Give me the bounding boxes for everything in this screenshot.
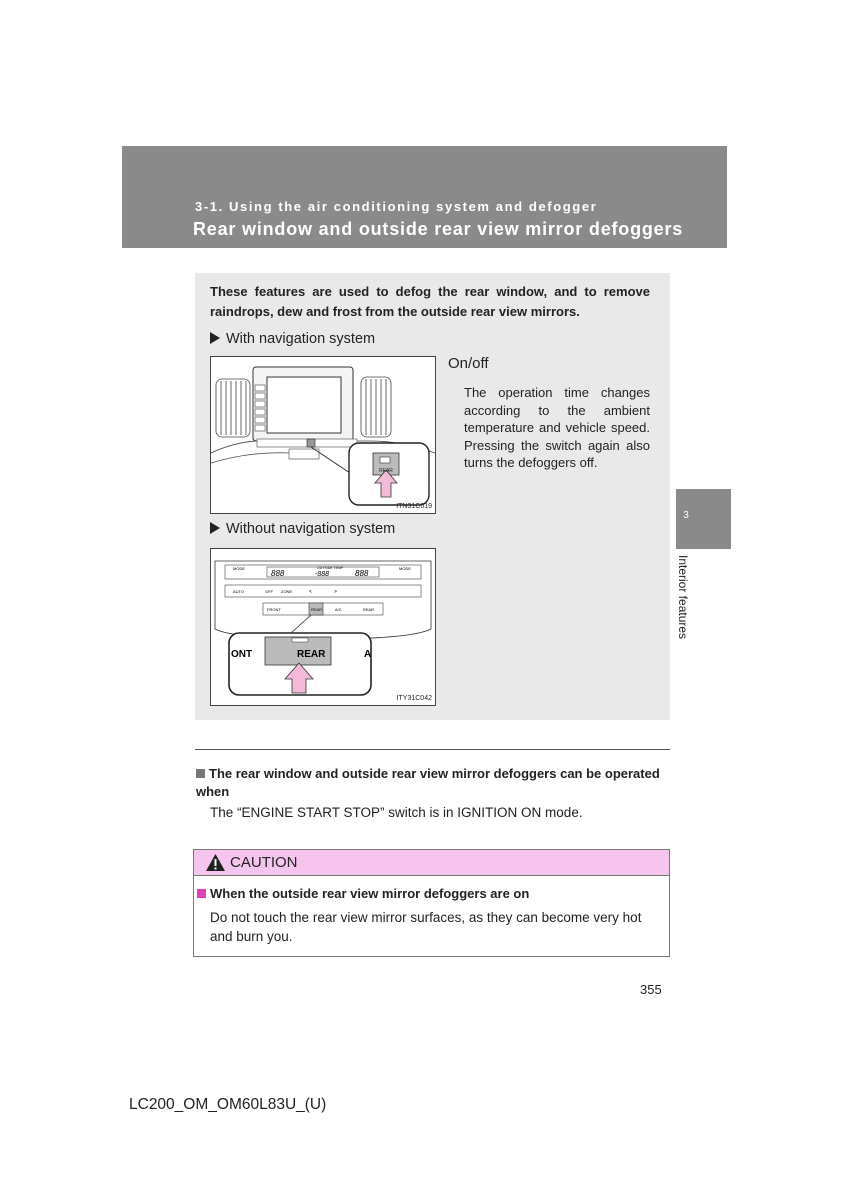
callout-title: On/off (448, 355, 489, 372)
section-label: 3-1. Using the air conditioning system and defogger (195, 199, 598, 214)
caution-heading: When the outside rear view mirror defoggers are on (197, 886, 529, 901)
triangle-bullet-icon (210, 522, 220, 534)
figure-no-nav-system (210, 548, 436, 706)
divider (195, 749, 670, 750)
note-title: The rear window and outside rear view mirror defoggers can be operated when (196, 766, 660, 799)
variant-heading-nav (210, 331, 375, 347)
zoom-rear-label: REAR (297, 649, 326, 660)
warning-icon (205, 853, 226, 872)
intro-text: These features are used to defog the rear window, and to remove raindrops, dew and frost from the outside rear view mirrors. (210, 284, 650, 319)
caution-body: Do not touch the rear view mirror surfaces, as they can become very hot and burn you. (210, 910, 642, 944)
svg-text:OFF: OFF (265, 589, 273, 594)
variant-heading-no-nav (210, 521, 395, 537)
zoom-right-label: A (364, 649, 372, 660)
svg-text:FRONT: FRONT (267, 607, 281, 612)
figure-code: ITN31C019 (396, 503, 432, 510)
figure-nav-system (210, 356, 436, 514)
svg-text:MODE: MODE (233, 566, 245, 571)
svg-text:OUTSIDE TEMP: OUTSIDE TEMP (317, 566, 344, 570)
nav-console-illustration (211, 357, 435, 513)
callout-description: The operation time changes according to the ambient temperature and vehicle speed. Pressing the switch again also turns the defoggers off. (464, 385, 650, 470)
figure-code: ITY31C042 (396, 695, 432, 702)
svg-text:ZONE: ZONE (281, 589, 293, 594)
variant-label: With navigation system (226, 331, 376, 347)
svg-text:>: > (334, 589, 337, 595)
variant-label: Without navigation system (226, 521, 396, 537)
rear-button-label: REAR (379, 468, 393, 474)
svg-text:AUTO: AUTO (233, 589, 245, 594)
chapter-label: Interior features (676, 555, 690, 640)
page-title: Rear window and outside rear view mirror defoggers (193, 219, 684, 239)
caution-label: CAUTION (230, 854, 298, 871)
zoom-left-label: ONT (231, 649, 253, 660)
svg-text:888: 888 (271, 569, 285, 578)
chapter-number: 3 (683, 510, 689, 521)
ac-panel-illustration (211, 549, 435, 705)
document-code: LC200_OM_OM60L83U_(U) (129, 1096, 327, 1113)
square-bullet-icon (196, 769, 205, 778)
svg-text:A/C: A/C (335, 607, 342, 612)
triangle-bullet-icon (210, 332, 220, 344)
svg-text:-888: -888 (315, 571, 330, 578)
svg-text:MODE: MODE (399, 566, 411, 571)
svg-text:888: 888 (355, 569, 369, 578)
svg-text:REAR: REAR (311, 607, 323, 612)
page-number: 355 (640, 982, 662, 997)
svg-text:<: < (309, 589, 312, 595)
square-bullet-icon (197, 889, 206, 898)
note-body: The “ENGINE START STOP” switch is in IGNITION ON mode. (210, 805, 583, 820)
svg-text:REAR: REAR (363, 607, 375, 612)
